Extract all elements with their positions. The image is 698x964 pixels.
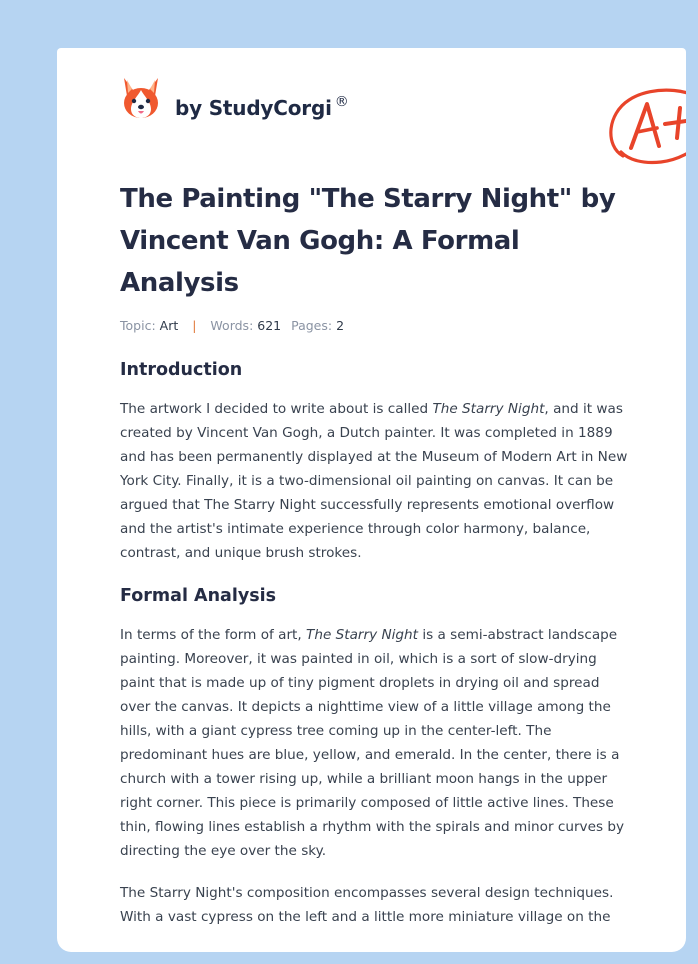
meta-separator: |: [192, 318, 197, 333]
brand-name[interactable]: by StudyCorgi ®: [175, 94, 349, 120]
article-meta: [120, 318, 630, 333]
formal-analysis-paragraph: In terms of the form of art, The Starry Night is a semi-abstract landscape painting. Moreover, it was painted in oil, which is a sort of slow-drying paint that is made up of tiny pigment droplets in drying oil and spread over the canvas. It depicts a nighttime view of a little village among the hills, with a giant cypress tree coming up in the center-left. The predominant hues are blue, yellow, and emerald. In the center, there is a church with a tower rising up, while a brilliant moon hangs in the upper right corner. This piece is primarily composed of little active lines. These thin, flowing lines establish a rhythm with the spirals and minor curves by directing the eye over the sky.: [120, 627, 625, 859]
article: [120, 178, 630, 929]
pages-label: Pages:: [291, 318, 333, 333]
registered-mark: ®: [334, 94, 349, 110]
topic-label: Topic:: [120, 318, 156, 333]
article-title: The Painting "The Starry Night" by Vincent Van Gogh: A Formal Analysis: [120, 184, 616, 298]
section-heading-introduction: Introduction: [120, 360, 243, 380]
words-label: Words:: [210, 318, 254, 333]
topic-link[interactable]: Art: [159, 318, 179, 333]
words-count: 621: [257, 318, 282, 333]
document-page: [57, 48, 686, 952]
pages-count: 2: [336, 318, 345, 333]
corgi-logo-icon: [121, 76, 161, 122]
a-plus-grade-icon: [603, 86, 686, 170]
introduction-paragraph: The artwork I decided to write about is called The Starry Night, and it was created by Vincent Van Gogh, a Dutch painter. It was completed in 1889 and has been permanently displayed at the Museum of Modern Art in New York City. Finally, it is a two-dimensional oil painting on canvas. It can be argued that The Starry Night successfully represents emotional overflow and the artist's intimate experience through color harmony, balance, contrast, and unique brush strokes.: [120, 401, 628, 561]
header: [121, 76, 641, 132]
composition-paragraph: The Starry Night's composition encompasses several design techniques. With a vast cypress on the left and a little more miniature village on the: [120, 885, 614, 925]
section-heading-formal-analysis: Formal Analysis: [120, 586, 277, 606]
